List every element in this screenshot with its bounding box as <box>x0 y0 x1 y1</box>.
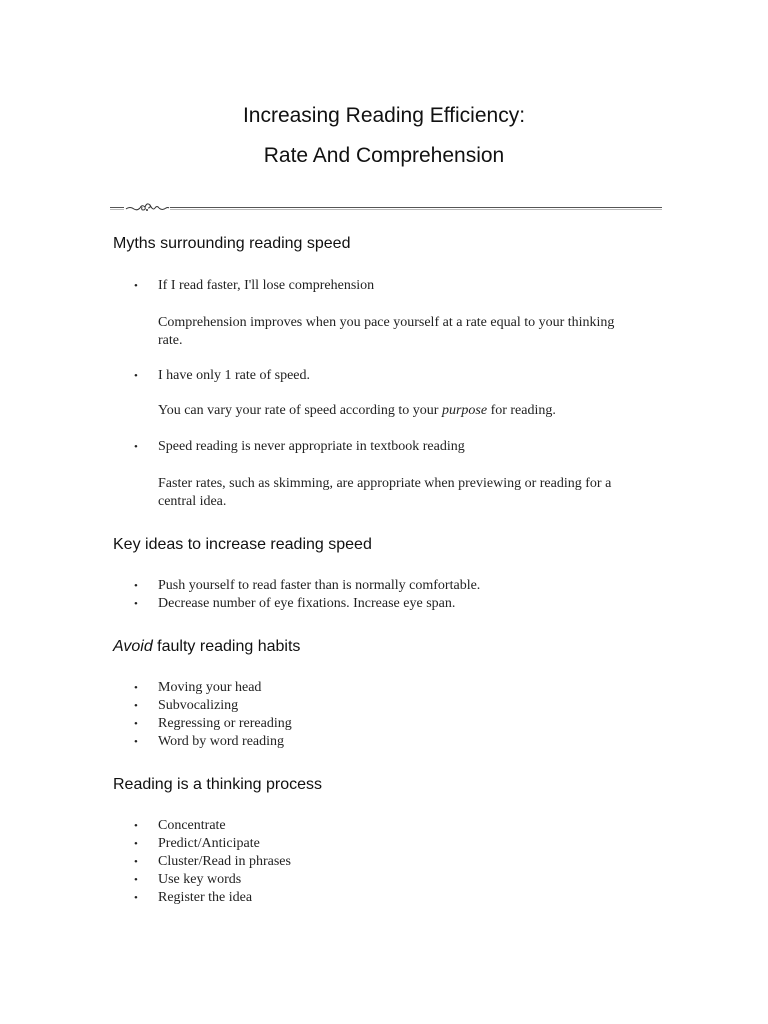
bullet-text: Decrease number of eye fixations. Increase eye span. <box>158 596 456 611</box>
page-title-line-2: Rate And Comprehension <box>263 144 505 167</box>
bullet-text: Speed reading is never appropriate in textbook reading <box>158 439 465 454</box>
bullet-icon: • <box>134 598 138 610</box>
bullet-icon: • <box>134 856 138 868</box>
bullet-text: Register the idea <box>158 890 253 905</box>
bullet-icon: • <box>134 838 138 850</box>
section-heading-key-ideas: Key ideas to increase reading speed <box>113 536 372 553</box>
bullet-icon: • <box>134 736 138 748</box>
myth-explanation <box>158 475 658 511</box>
section-heading-avoid <box>113 637 300 657</box>
bullet-icon: • <box>134 820 138 832</box>
page-title-line-1: Increasing Reading Efficiency: <box>242 104 526 127</box>
bullet-icon: • <box>134 892 138 904</box>
bullet-icon: • <box>134 874 138 886</box>
title-divider <box>110 198 662 218</box>
section-heading-myths: Myths surrounding reading speed <box>113 235 351 252</box>
bullet-text: Concentrate <box>158 818 226 833</box>
explanation-line: rate. <box>158 333 183 348</box>
bullet-text: Cluster/Read in phrases <box>158 854 291 869</box>
bullet-icon: • <box>134 580 138 592</box>
bullet-text: Word by word reading <box>158 734 285 749</box>
bullet-text: Use key words <box>158 872 242 887</box>
explanation-text: You can vary your rate of speed according to your <box>158 403 442 418</box>
bullet-text: Subvocalizing <box>158 698 239 713</box>
bullet-icon: • <box>134 700 138 712</box>
myth-explanation <box>158 314 658 350</box>
myth-explanation <box>158 402 658 420</box>
divider-rule <box>110 207 662 210</box>
emphasis-text: purpose <box>441 403 488 418</box>
heading-rest: faulty reading habits <box>152 638 301 655</box>
bullet-text: Predict/Anticipate <box>158 836 260 851</box>
explanation-line: Faster rates, such as skimming, are appropriate when previewing or reading for a <box>158 476 612 491</box>
bullet-text: Push yourself to read faster than is normally comfortable. <box>158 578 481 593</box>
bullet-text: Regressing or rereading <box>158 716 292 731</box>
bullet-text: If I read faster, I'll lose comprehension <box>158 278 375 293</box>
bullet-icon: • <box>134 370 138 382</box>
explanation-text: for reading. <box>487 403 556 418</box>
heading-emphasis: Avoid <box>113 638 153 655</box>
bullet-icon: • <box>134 280 138 292</box>
bullet-text: I have only 1 rate of speed. <box>158 368 310 383</box>
section-heading-thinking: Reading is a thinking process <box>113 776 323 793</box>
explanation-line: central idea. <box>158 494 227 509</box>
scroll-ornament-icon <box>124 198 170 218</box>
explanation-line: Comprehension improves when you pace yourself at a rate equal to your thinking <box>158 315 615 330</box>
bullet-text: Moving your head <box>158 680 262 695</box>
bullet-icon: • <box>134 682 138 694</box>
bullet-icon: • <box>134 441 138 453</box>
bullet-icon: • <box>134 718 138 730</box>
